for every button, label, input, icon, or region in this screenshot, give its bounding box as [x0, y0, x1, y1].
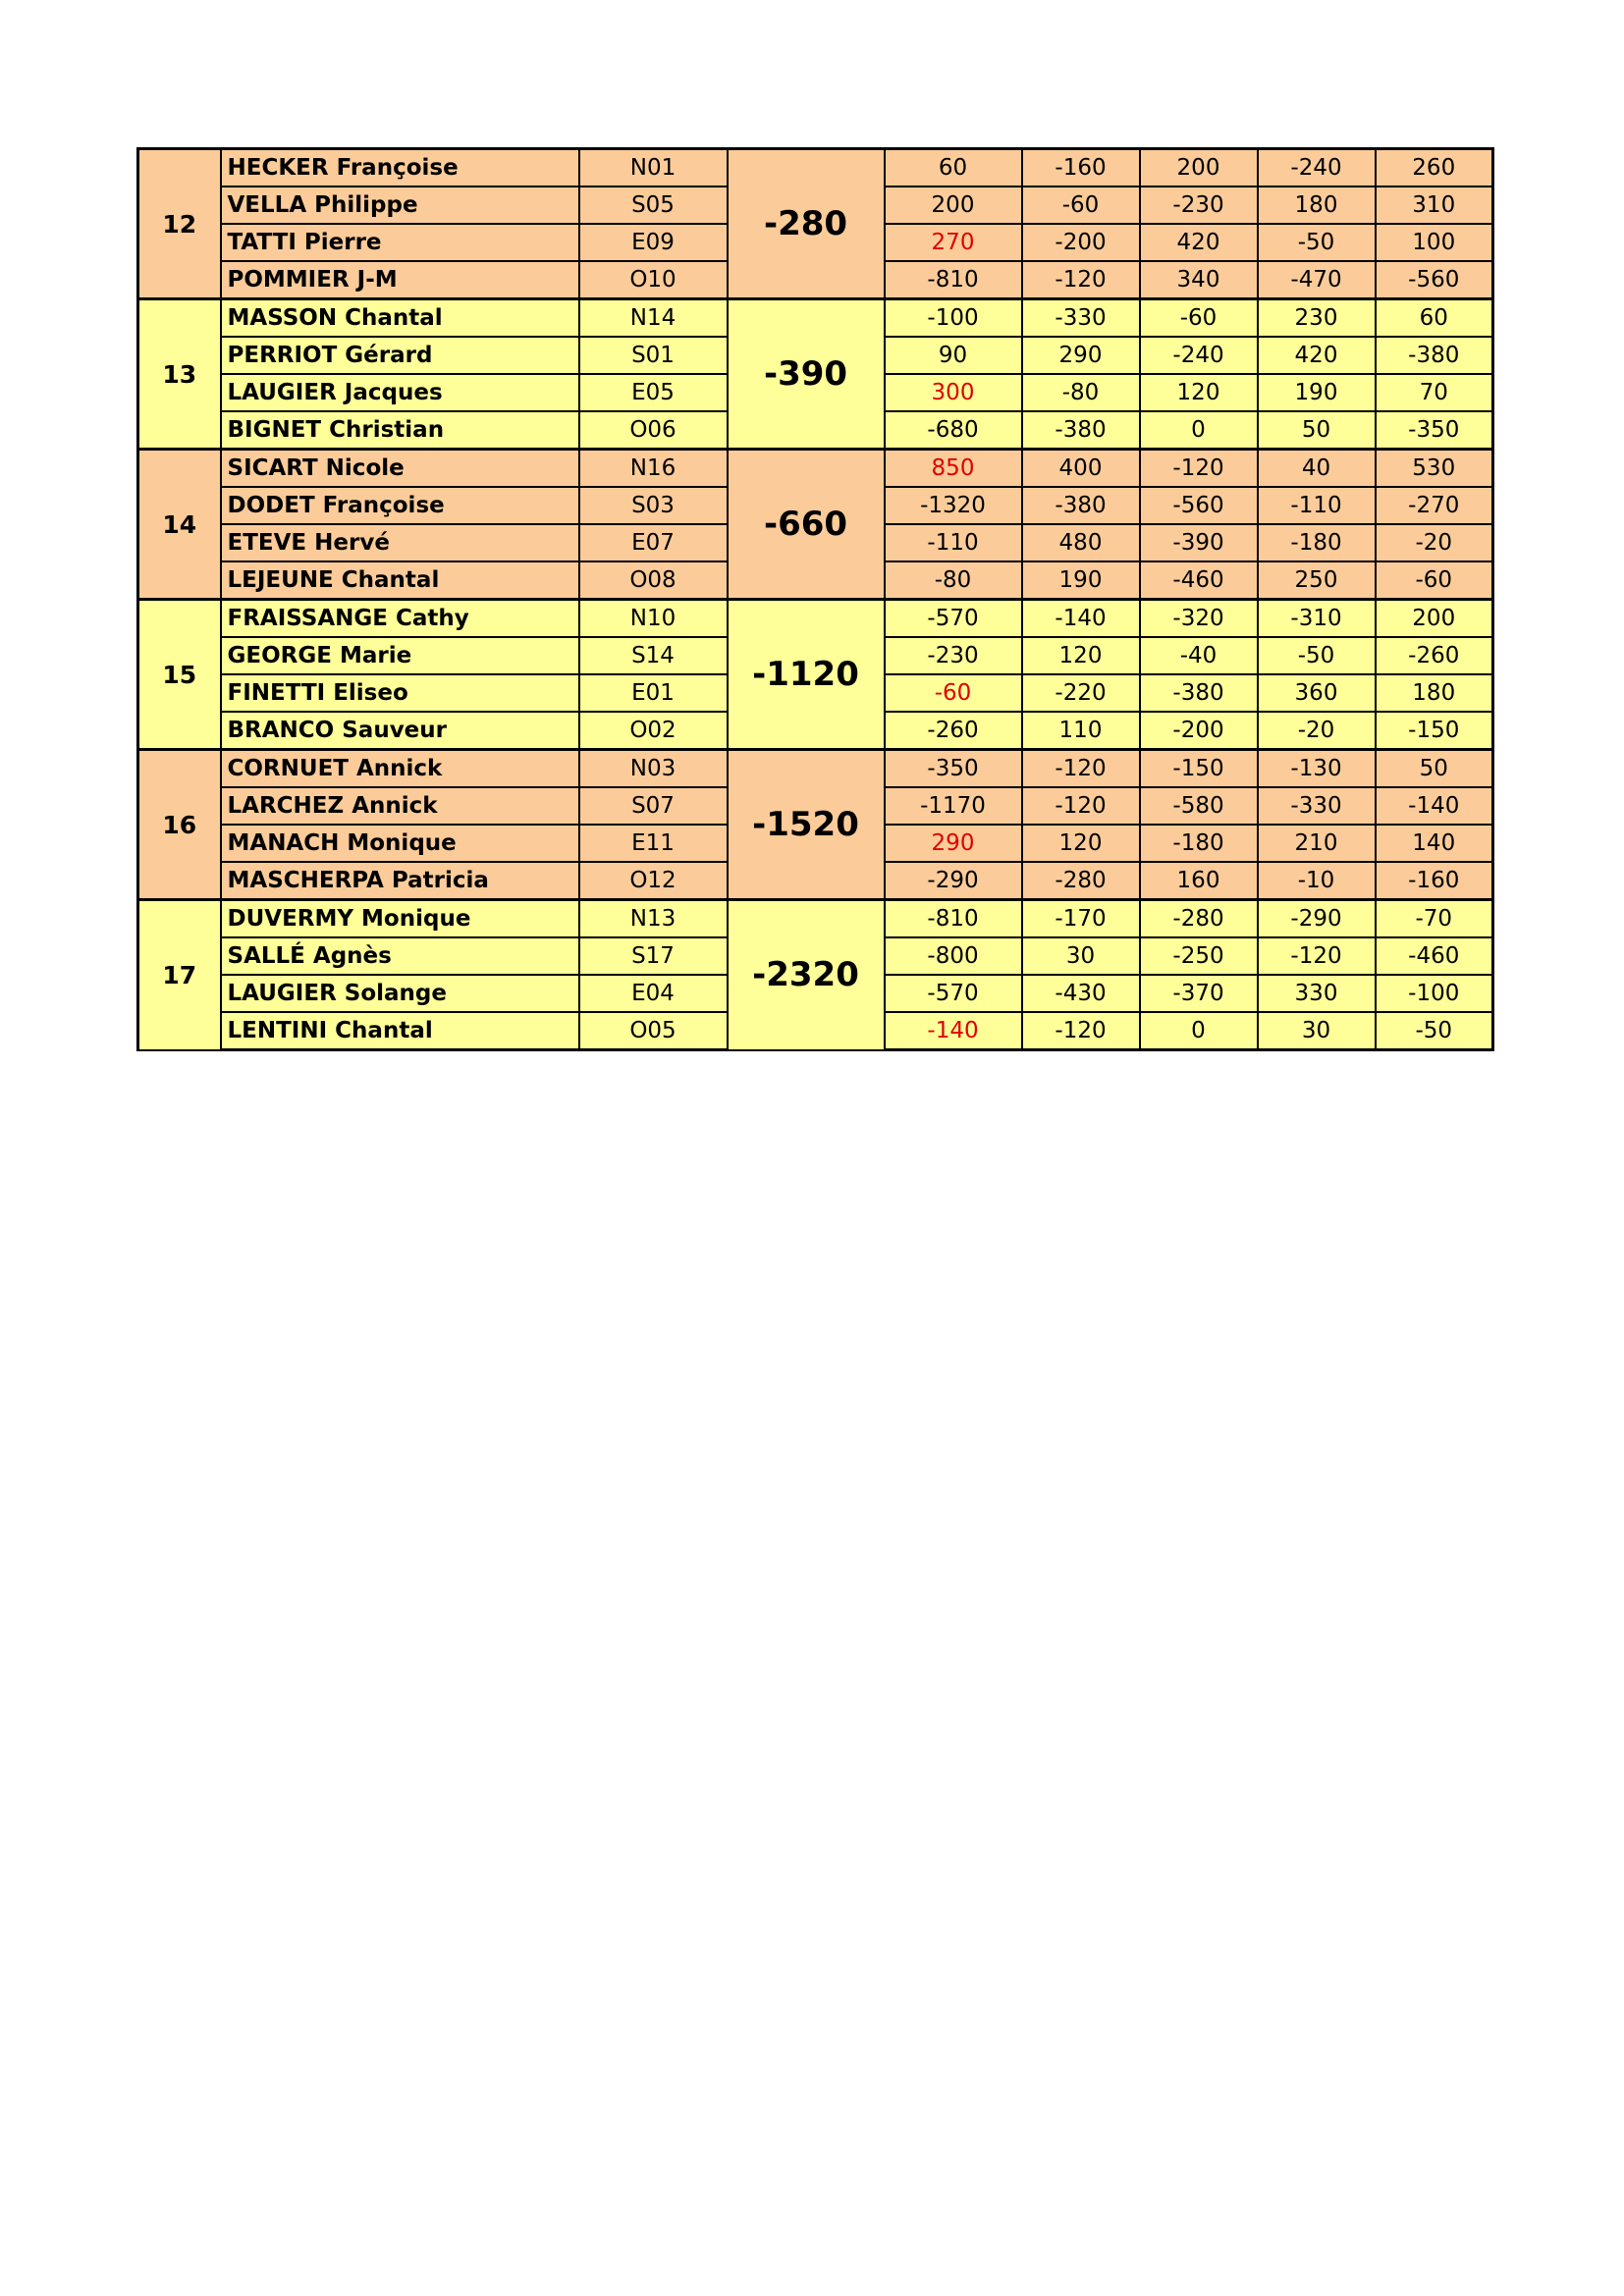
player-name: MASCHERPA Patricia: [221, 862, 579, 900]
score-cell: -150: [1376, 712, 1493, 750]
player-name: LENTINI Chantal: [221, 1012, 579, 1050]
score-cell: -80: [1022, 374, 1140, 411]
table-row: [138, 900, 1493, 938]
score-cell: 50: [1376, 750, 1493, 788]
score-cell: -1170: [885, 787, 1022, 825]
score-cell: -800: [885, 937, 1022, 975]
player-name: FINETTI Eliseo: [221, 674, 579, 712]
player-name: LEJEUNE Chantal: [221, 561, 579, 600]
score-cell: 260: [1376, 149, 1493, 187]
table-row: [138, 450, 1493, 488]
score-cell: -70: [1376, 900, 1493, 938]
score-cell: -10: [1258, 862, 1376, 900]
score-cell: 90: [885, 337, 1022, 374]
score-cell: -120: [1258, 937, 1376, 975]
team-number: 13: [138, 299, 221, 450]
player-name: DODET Françoise: [221, 487, 579, 524]
seat-code: S17: [579, 937, 728, 975]
score-cell: 50: [1258, 411, 1376, 450]
score-cell: -810: [885, 261, 1022, 299]
team-number: 14: [138, 450, 221, 600]
score-cell: -50: [1258, 637, 1376, 674]
score-cell: -380: [1022, 487, 1140, 524]
score-cell: 70: [1376, 374, 1493, 411]
score-cell: -580: [1140, 787, 1258, 825]
score-cell: -370: [1140, 975, 1258, 1012]
seat-code: E07: [579, 524, 728, 561]
player-name: DUVERMY Monique: [221, 900, 579, 938]
seat-code: E01: [579, 674, 728, 712]
team-total: -2320: [728, 900, 885, 1050]
score-cell: -180: [1140, 825, 1258, 862]
seat-code: O02: [579, 712, 728, 750]
seat-code: S03: [579, 487, 728, 524]
score-cell: 300: [885, 374, 1022, 411]
score-cell: 60: [1376, 299, 1493, 338]
score-cell: 210: [1258, 825, 1376, 862]
score-cell: 290: [1022, 337, 1140, 374]
score-cell: -310: [1258, 600, 1376, 638]
team-total: -1120: [728, 600, 885, 750]
score-cell: -390: [1140, 524, 1258, 561]
score-cell: -110: [1258, 487, 1376, 524]
player-name: GEORGE Marie: [221, 637, 579, 674]
score-cell: 30: [1022, 937, 1140, 975]
score-cell: -460: [1376, 937, 1493, 975]
table-row: [138, 299, 1493, 338]
score-cell: -290: [1258, 900, 1376, 938]
table-row: [138, 149, 1493, 187]
score-cell: 40: [1258, 450, 1376, 488]
seat-code: O05: [579, 1012, 728, 1050]
score-cell: -60: [885, 674, 1022, 712]
score-cell: -120: [1022, 750, 1140, 788]
score-cell: -280: [1140, 900, 1258, 938]
score-cell: -380: [1140, 674, 1258, 712]
score-cell: 270: [885, 224, 1022, 261]
score-cell: 190: [1022, 561, 1140, 600]
seat-code: N01: [579, 149, 728, 187]
team-total: -280: [728, 149, 885, 299]
player-name: ETEVE Hervé: [221, 524, 579, 561]
score-cell: -120: [1022, 787, 1140, 825]
score-cell: -570: [885, 975, 1022, 1012]
score-cell: -460: [1140, 561, 1258, 600]
score-cell: -160: [1376, 862, 1493, 900]
score-cell: -200: [1022, 224, 1140, 261]
team-number: 12: [138, 149, 221, 299]
score-cell: -200: [1140, 712, 1258, 750]
seat-code: N16: [579, 450, 728, 488]
score-cell: 0: [1140, 411, 1258, 450]
player-name: CORNUET Annick: [221, 750, 579, 788]
player-name: TATTI Pierre: [221, 224, 579, 261]
seat-code: E05: [579, 374, 728, 411]
score-cell: -120: [1140, 450, 1258, 488]
team-number: 17: [138, 900, 221, 1050]
player-name: VELLA Philippe: [221, 187, 579, 224]
score-cell: -100: [1376, 975, 1493, 1012]
score-cell: -330: [1022, 299, 1140, 338]
team-number: 15: [138, 600, 221, 750]
player-name: SICART Nicole: [221, 450, 579, 488]
seat-code: S07: [579, 787, 728, 825]
score-cell: 30: [1258, 1012, 1376, 1050]
score-cell: -260: [885, 712, 1022, 750]
score-cell: 200: [885, 187, 1022, 224]
score-cell: -1320: [885, 487, 1022, 524]
player-name: HECKER Françoise: [221, 149, 579, 187]
score-cell: -20: [1376, 524, 1493, 561]
score-cell: -50: [1376, 1012, 1493, 1050]
score-cell: 190: [1258, 374, 1376, 411]
player-name: POMMIER J-M: [221, 261, 579, 299]
score-cell: 0: [1140, 1012, 1258, 1050]
score-cell: -280: [1022, 862, 1140, 900]
score-cell: 420: [1258, 337, 1376, 374]
score-cell: 290: [885, 825, 1022, 862]
score-cell: -250: [1140, 937, 1258, 975]
score-cell: -170: [1022, 900, 1140, 938]
score-cell: 120: [1140, 374, 1258, 411]
score-cell: -130: [1258, 750, 1376, 788]
score-cell: -150: [1140, 750, 1258, 788]
score-cell: 100: [1376, 224, 1493, 261]
seat-code: S05: [579, 187, 728, 224]
score-cell: -140: [885, 1012, 1022, 1050]
score-cell: 250: [1258, 561, 1376, 600]
score-cell: -810: [885, 900, 1022, 938]
score-cell: -570: [885, 600, 1022, 638]
team-total: -1520: [728, 750, 885, 900]
score-cell: -140: [1376, 787, 1493, 825]
seat-code: E11: [579, 825, 728, 862]
score-cell: 200: [1140, 149, 1258, 187]
score-cell: -140: [1022, 600, 1140, 638]
player-name: LAUGIER Solange: [221, 975, 579, 1012]
score-cell: -330: [1258, 787, 1376, 825]
score-cell: -380: [1376, 337, 1493, 374]
score-cell: -560: [1140, 487, 1258, 524]
seat-code: N10: [579, 600, 728, 638]
seat-code: O10: [579, 261, 728, 299]
score-cell: -230: [1140, 187, 1258, 224]
score-cell: -270: [1376, 487, 1493, 524]
score-cell: -220: [1022, 674, 1140, 712]
score-cell: 310: [1376, 187, 1493, 224]
score-cell: -470: [1258, 261, 1376, 299]
score-cell: 140: [1376, 825, 1493, 862]
table-row: [138, 750, 1493, 788]
score-cell: -110: [885, 524, 1022, 561]
score-cell: -680: [885, 411, 1022, 450]
seat-code: N14: [579, 299, 728, 338]
score-cell: 530: [1376, 450, 1493, 488]
player-name: LARCHEZ Annick: [221, 787, 579, 825]
score-cell: -120: [1022, 1012, 1140, 1050]
score-cell: -230: [885, 637, 1022, 674]
player-name: MANACH Monique: [221, 825, 579, 862]
score-cell: -560: [1376, 261, 1493, 299]
score-cell: 360: [1258, 674, 1376, 712]
results-table: [136, 147, 1494, 1051]
score-cell: -240: [1140, 337, 1258, 374]
seat-code: N13: [579, 900, 728, 938]
score-cell: 400: [1022, 450, 1140, 488]
score-cell: -380: [1022, 411, 1140, 450]
score-cell: -20: [1258, 712, 1376, 750]
score-cell: -320: [1140, 600, 1258, 638]
score-cell: -60: [1022, 187, 1140, 224]
score-cell: -50: [1258, 224, 1376, 261]
score-cell: 420: [1140, 224, 1258, 261]
score-cell: 480: [1022, 524, 1140, 561]
results-body: [138, 149, 1493, 1050]
seat-code: O08: [579, 561, 728, 600]
seat-code: N03: [579, 750, 728, 788]
player-name: FRAISSANGE Cathy: [221, 600, 579, 638]
score-cell: 200: [1376, 600, 1493, 638]
score-cell: -430: [1022, 975, 1140, 1012]
seat-code: S01: [579, 337, 728, 374]
player-name: MASSON Chantal: [221, 299, 579, 338]
seat-code: O12: [579, 862, 728, 900]
score-cell: -180: [1258, 524, 1376, 561]
team-total: -390: [728, 299, 885, 450]
score-cell: 110: [1022, 712, 1140, 750]
score-cell: 160: [1140, 862, 1258, 900]
score-cell: -350: [1376, 411, 1493, 450]
score-cell: -120: [1022, 261, 1140, 299]
score-cell: 60: [885, 149, 1022, 187]
player-name: BIGNET Christian: [221, 411, 579, 450]
score-cell: -260: [1376, 637, 1493, 674]
player-name: SALLÉ Agnès: [221, 937, 579, 975]
score-cell: -100: [885, 299, 1022, 338]
score-cell: 120: [1022, 825, 1140, 862]
team-number: 16: [138, 750, 221, 900]
seat-code: O06: [579, 411, 728, 450]
score-cell: 330: [1258, 975, 1376, 1012]
score-cell: 340: [1140, 261, 1258, 299]
score-cell: -160: [1022, 149, 1140, 187]
score-cell: -60: [1140, 299, 1258, 338]
score-cell: 180: [1376, 674, 1493, 712]
score-cell: 180: [1258, 187, 1376, 224]
score-cell: 850: [885, 450, 1022, 488]
score-cell: -290: [885, 862, 1022, 900]
score-cell: 120: [1022, 637, 1140, 674]
score-cell: -60: [1376, 561, 1493, 600]
player-name: LAUGIER Jacques: [221, 374, 579, 411]
seat-code: E04: [579, 975, 728, 1012]
seat-code: S14: [579, 637, 728, 674]
score-cell: -80: [885, 561, 1022, 600]
score-cell: 230: [1258, 299, 1376, 338]
score-cell: -350: [885, 750, 1022, 788]
score-cell: -40: [1140, 637, 1258, 674]
player-name: PERRIOT Gérard: [221, 337, 579, 374]
player-name: BRANCO Sauveur: [221, 712, 579, 750]
seat-code: E09: [579, 224, 728, 261]
team-total: -660: [728, 450, 885, 600]
table-row: [138, 600, 1493, 638]
score-cell: -240: [1258, 149, 1376, 187]
